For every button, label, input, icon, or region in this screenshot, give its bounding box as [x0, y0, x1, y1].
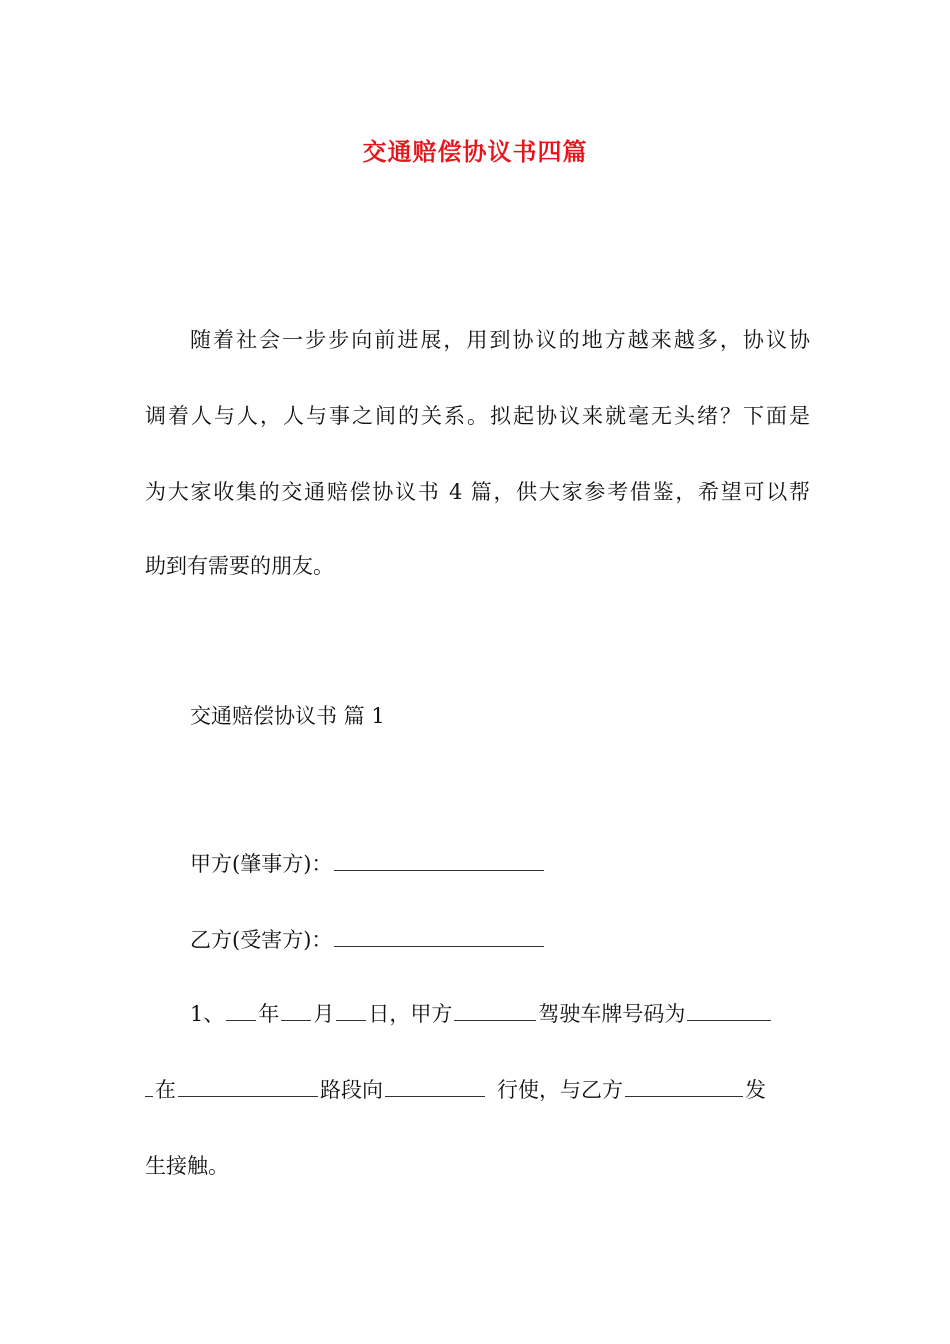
year-blank[interactable] [226, 998, 256, 1021]
section-heading: 交通赔偿协议书 篇 1 [190, 704, 385, 728]
clause-1-line-3: 生接触。 [145, 1154, 229, 1178]
month-label: 月 [313, 1002, 335, 1026]
intro-line-1: 随着社会一步步向前进展，用到协议的地方越来越多，协议协 [190, 328, 810, 352]
plate-blank[interactable] [687, 998, 771, 1021]
document-title: 交通赔偿协议书四篇 [362, 137, 588, 166]
at-label: 在 [155, 1078, 176, 1102]
party-a-row [190, 848, 810, 880]
day-label: 日，甲方 [368, 1002, 453, 1026]
plate-label: 驾驶车牌号码为 [538, 1002, 686, 1026]
party-a-label: 甲方(肇事方)： [190, 852, 333, 876]
day-blank[interactable] [336, 998, 366, 1021]
plate-blank-continued[interactable] [145, 1074, 153, 1097]
party-b-contact-blank[interactable] [625, 1074, 743, 1097]
month-blank[interactable] [281, 998, 311, 1021]
intro-line-2: 调着人与人，人与事之间的关系。拟起协议来就毫无头绪？下面是 [145, 404, 810, 428]
intro-line-4: 助到有需要的朋友。 [145, 554, 334, 578]
road-label: 路段向 [320, 1078, 383, 1102]
clause-1-line-1 [190, 998, 810, 1030]
party-a-blank[interactable] [334, 848, 544, 871]
party-b-blank[interactable] [334, 924, 544, 947]
party-b-label: 乙方(受害方)： [190, 928, 333, 952]
direction-blank[interactable] [385, 1074, 485, 1097]
year-label: 年 [258, 1002, 280, 1026]
location-blank[interactable] [178, 1074, 318, 1097]
party-b-row [190, 924, 810, 956]
drive-label: 行使，与乙方 [497, 1078, 623, 1102]
driver-blank[interactable] [454, 998, 536, 1021]
clause-1-prefix: 1、 [190, 1002, 225, 1026]
clause-1-line-2 [145, 1074, 810, 1106]
intro-line-3: 为大家收集的交通赔偿协议书 4 篇，供大家参考借鉴，希望可以帮 [145, 480, 810, 504]
occur-label: 发 [745, 1078, 766, 1102]
